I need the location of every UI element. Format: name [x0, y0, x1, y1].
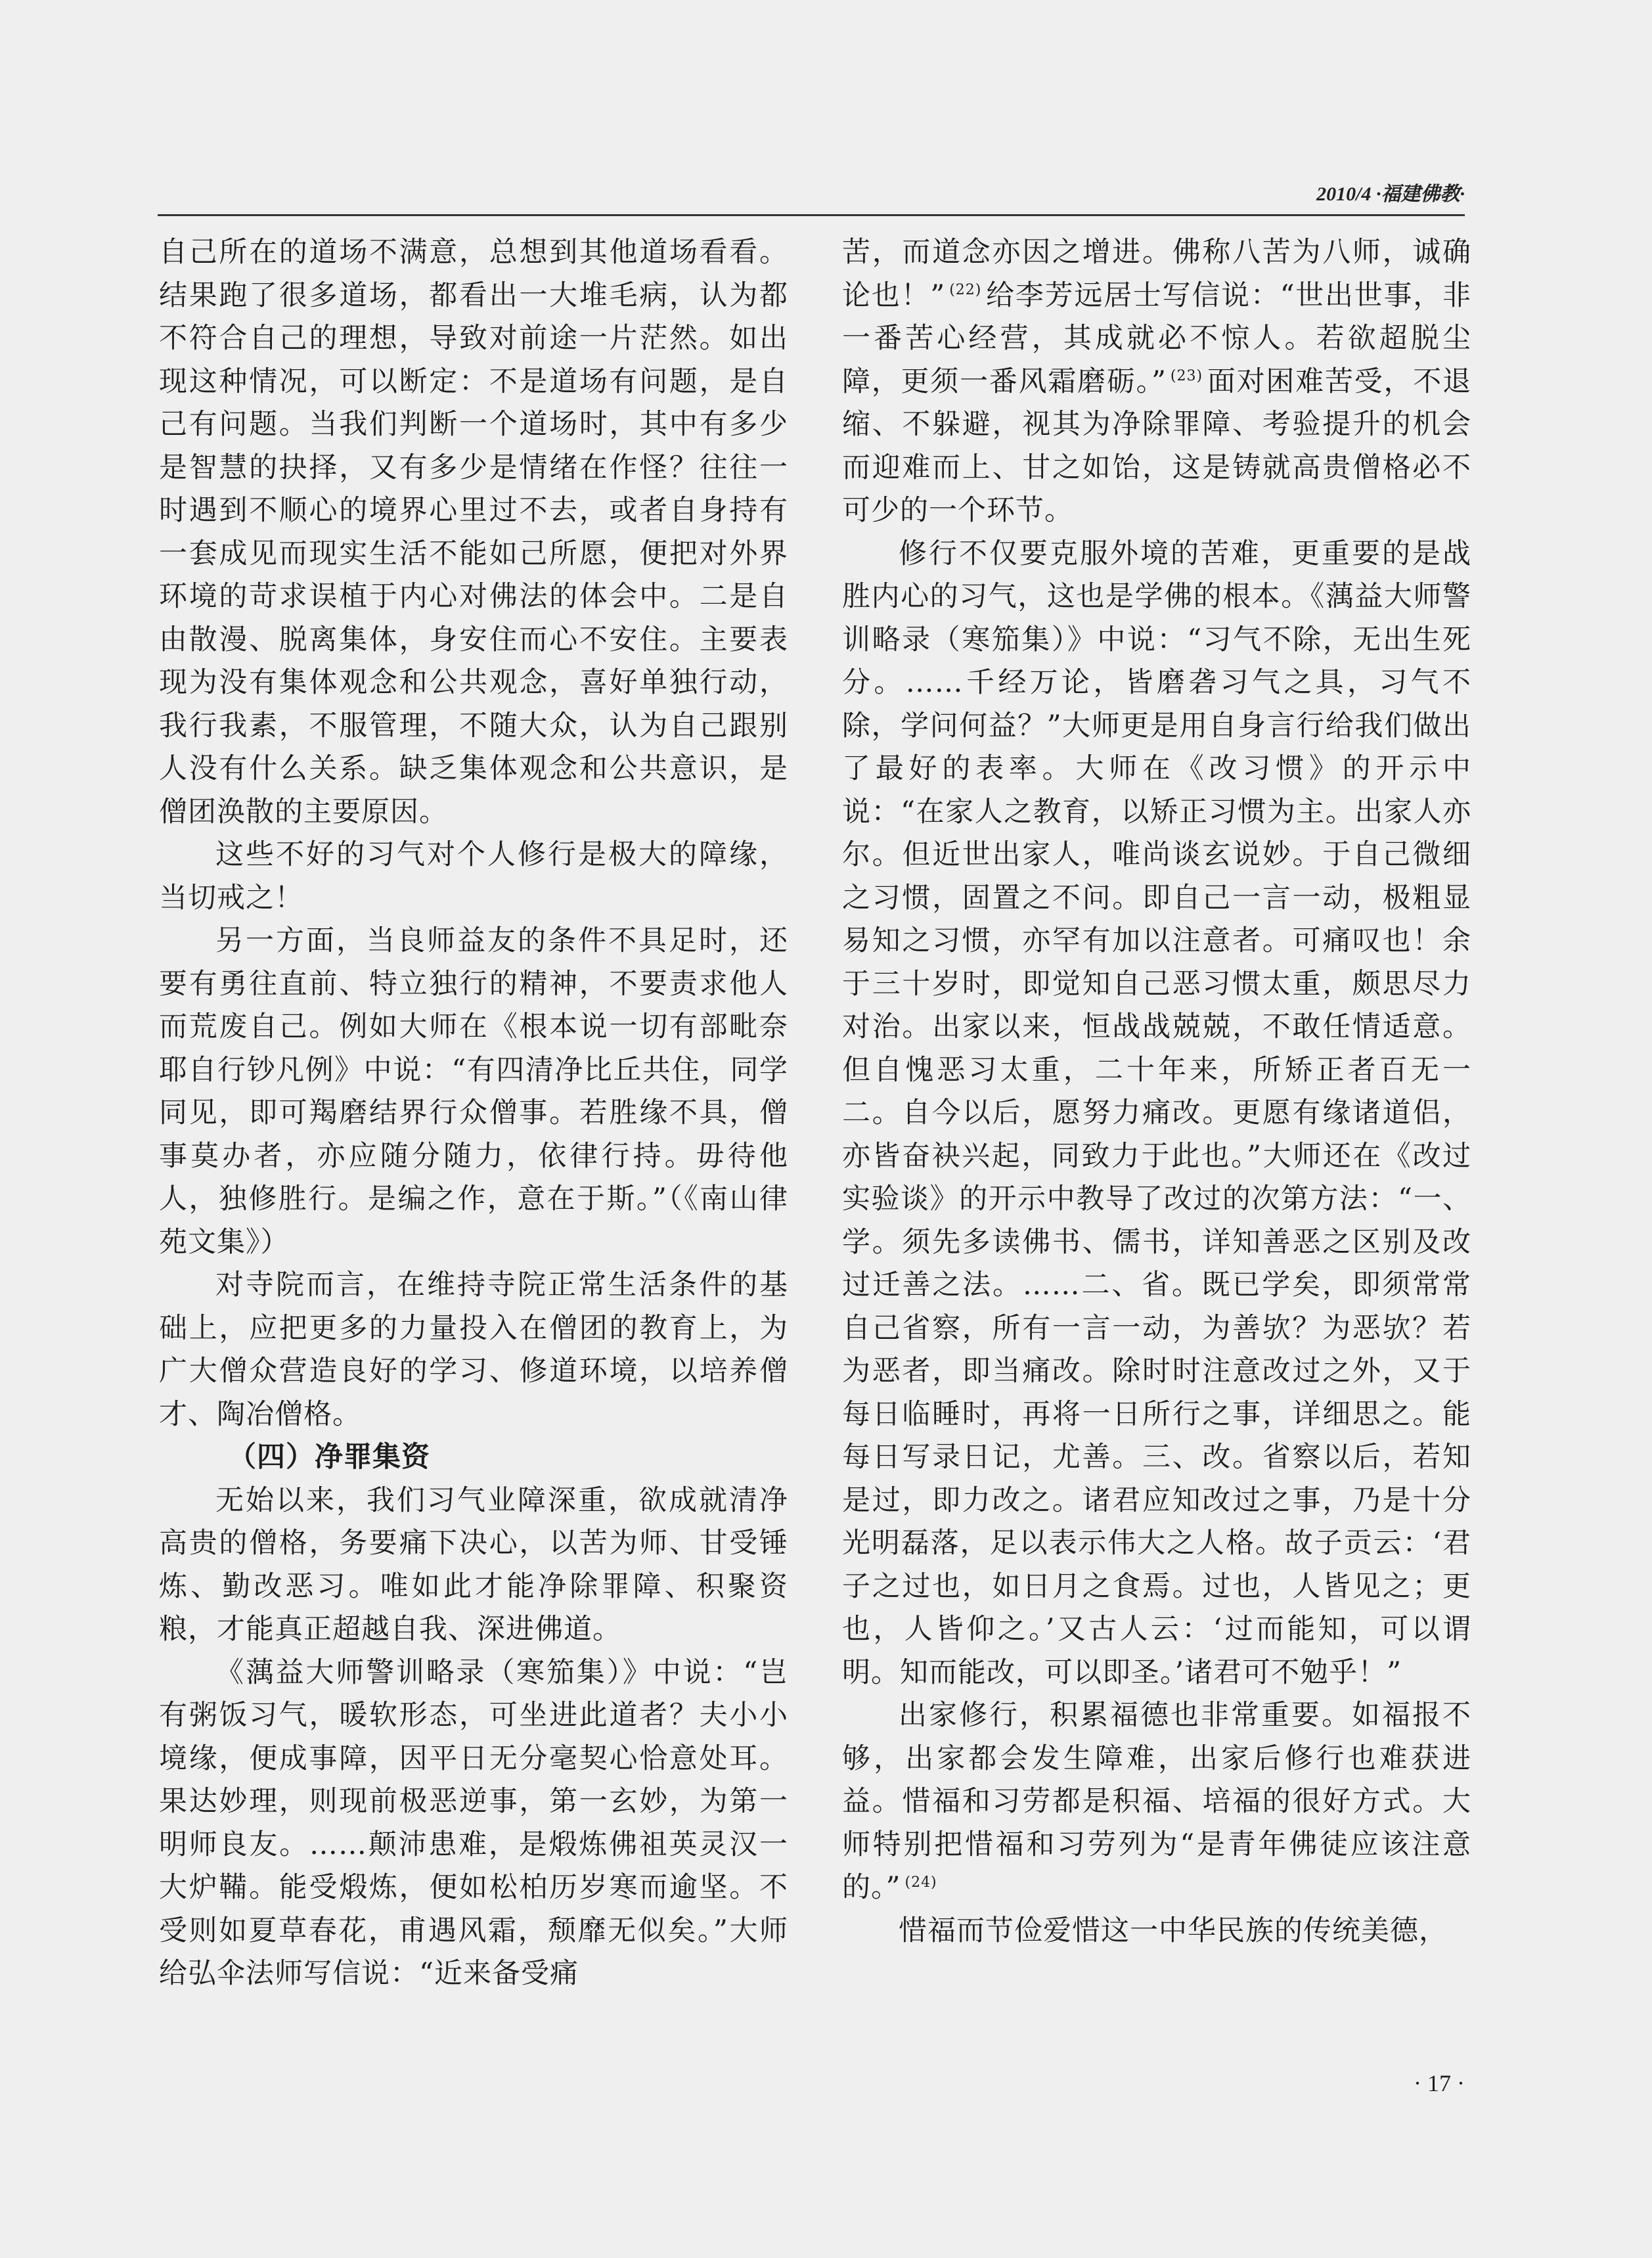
footnote-ref: (22): [949, 282, 982, 299]
footnote-ref: (23): [1170, 368, 1203, 385]
header-rule: [158, 214, 1465, 216]
paragraph: 另一方面，当良师益友的条件不具足时，还要有勇往直前、特立独行的精神，不要责求他人而荒废自己。例如大师在《根本说一切有部毗奈耶自行钞凡例》中说：“有四清净比丘共住，同学同见，即可羯磨结界行众僧事。若胜缘不具，僧事莫办者，亦应随分随力，依律行持。毋待他人，独修胜行。是编之作，意在于斯。”（《南山律苑文集》）: [159, 924, 788, 1259]
paragraph: [842, 231, 1471, 533]
text-run: 出家修行，积累福德也非常重要。如福报不够，出家都会发生障难，出家后修行也难获进益。惜福和习劳都是积福、培福的很好方式。大师特别把惜福和习劳列为“是青年佛徒应该注意的。”: [842, 1699, 1471, 1904]
text-run: 苦，而道念亦因之增进。佛称八苦为八师，诚确论也！”: [842, 236, 1471, 312]
left-column: [159, 231, 788, 1996]
paragraph: 《蕅益大师警训略录（寒笳集）》中说：“岂有粥饭习气，暖软形态，可坐进此道者？夫小小境缘，便成事障，因平日无分毫契心恰意处耳。果达妙理，则现前极恶逆事，第一玄妙，为第一明师良友。……颠沛患难，是煅炼佛祖英灵汉一大炉鞴。能受煅炼，便如松柏历岁寒而逾坚。不受则如夏草春花，甫遇风霜，颓靡无似矣。”大师给弘伞法师写信说：“近来备受痛: [159, 1656, 788, 1990]
footnote-ref: (24): [904, 1874, 937, 1891]
section-heading: （四）净罪集资: [228, 1441, 430, 1474]
paragraph: 修行不仅要克服外境的苦难，更重要的是战胜内心的习气，这也是学佛的根本。《蕅益大师警训略录（寒笳集）》中说：“习气不除，无出生死分。……千经万论，皆磨砻习气之具，习气不除，学问何益？”大师更是用自身言行给我们做出了最好的表率。大师在《改习惯》的开示中说：“在家人之教育，以矫正习惯为主。出家人亦尔。但近世出家人，唯尚谈玄说妙。于自己微细之习惯，固置之不问。即自己一言一动，极粗显易知之习惯，亦罕有加以注意者。可痛叹也！余于三十岁时，即觉知自己恶习惯太重，颇思尽力对治。出家以来，恒战战兢兢，不敢任情适意。但自愧恶习太重，二十年来，所矫正者百无一二。自今以后，愿努力痛改。更愿有缘诸道侣，亦皆奋袂兴起，同致力于此也。”大师还在《改过实验谈》的开示中教导了改过的次第方法：“一、学。须先多读佛书、儒书，详知善恶之区别及改过迁善之法。……二、省。既已学矣，即须常常自己省察，所有一言一动，为善欤？为恶欤？若为恶者，即当痛改。除时时注意改过之外，又于每日临睡时，再将一日所行之事，详细思之。能每日写录日记，尤善。三、改。省察以后，若知是过，即力改之。诸君应知改过之事，乃是十分光明磊落，足以表示伟大之人格。故子贡云：‘君子之过也，如日月之食焉。过也，人皆见之；更也，人皆仰之。’又古人云：‘过而能知，可以谓明。知而能改，可以即圣。’诸君可不勉乎！”: [842, 537, 1471, 1689]
paragraph: 对寺院而言，在维持寺院正常生活条件的基础上，应把更多的力量投入在僧团的教育上，为广大僧众营造良好的学习、修道环境，以培养僧才、陶冶僧格。: [159, 1269, 788, 1431]
page-number: · 17 ·: [1414, 2070, 1465, 2096]
paragraph: 惜福而节俭爱惜这一中华民族的传统美德，: [899, 1914, 1448, 1947]
text-run: 给李芳远居士写信说：“世出世事，非一番苦心经营，其成就必不惊人。若欲超脱尘障，更须一番风霜磨砺。”: [842, 279, 1472, 398]
right-column: [842, 231, 1471, 1953]
paragraph: 无始以来，我们习气业障深重，欲成就清净高贵的僧格，务要痛下决心，以苦为师、甘受锤炼、勤改恶习。唯如此才能净除罪障、积聚资粮，才能真正超越自我、深进佛道。: [159, 1483, 788, 1646]
paragraph: 自己所在的道场不满意，总想到其他道场看看。结果跑了很多道场，都看出一大堆毛病，认为都不符合自己的理想，导致对前途一片茫然。如出现这种情况，可以断定：不是道场有问题，是自己有问题。当我们判断一个道场时，其中有多少是智慧的抉择，又有多少是情绪在作怪？往往一时遇到不顺心的境界心里过不去，或者自身持有一套成见而现实生活不能如己所愿，便把对外界环境的苛求误植于内心对佛法的体会中。二是自由散漫、脱离集体，身安住而心不安住。主要表现为没有集体观念和公共观念，喜好单独行动，我行我素，不服管理，不随大众，认为自己跟别人没有什么关系。缺乏集体观念和公共意识，是僧团涣散的主要原因。: [159, 236, 788, 828]
paragraph: 这些不好的习气对个人修行是极大的障缘，当切戒之！: [159, 838, 788, 914]
paragraph: [842, 1694, 1471, 1910]
text-run: 面对困难苦受，不退缩、不躲避，视其为净除罪障、考验提升的机会而迎难而上、甘之如饴，这是铸就高贵僧格必不可少的一个环节。: [842, 365, 1471, 527]
running-header: 2010/4 ·福建佛教·: [1316, 183, 1465, 205]
